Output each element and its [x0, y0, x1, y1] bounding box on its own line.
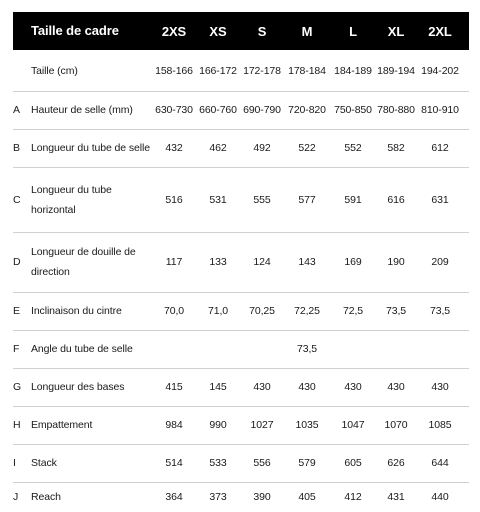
header-size: XL	[387, 23, 405, 39]
row-value: 605	[344, 457, 362, 469]
row-value: 143	[298, 256, 316, 268]
row-value: 492	[253, 142, 271, 154]
row-value: 405	[298, 491, 316, 503]
row-letter: I	[13, 457, 16, 469]
row-label: Longueur de douille de direction	[31, 246, 136, 278]
header-size: L	[349, 23, 357, 39]
row-letter: C	[13, 193, 21, 206]
table-row	[13, 129, 469, 168]
row-value: 531	[209, 193, 227, 206]
row-value: 626	[387, 457, 405, 469]
row-value: 73,5	[429, 305, 451, 317]
row-label: Taille (cm)	[31, 64, 78, 77]
table-row	[13, 444, 469, 483]
row-value: 117	[165, 256, 183, 268]
row-value: 440	[431, 491, 449, 503]
row-value: 124	[253, 256, 271, 268]
row-label: Hauteur de selle (mm)	[31, 104, 133, 116]
row-value: 73,5	[296, 343, 318, 355]
header-size: M	[301, 23, 313, 39]
row-value: 556	[253, 457, 271, 469]
row-value: 412	[344, 491, 362, 503]
row-value: 1070	[384, 419, 408, 431]
row-value: 432	[165, 142, 183, 154]
row-value: 194-202	[421, 64, 459, 77]
table-row	[13, 406, 469, 445]
row-value	[331, 330, 375, 368]
row-value: 145	[209, 381, 227, 393]
row-value: 690-790	[243, 104, 281, 116]
row-value: 70,25	[249, 305, 275, 317]
row-letter: H	[13, 419, 21, 431]
row-value: 209	[431, 256, 449, 268]
row-value: 430	[298, 381, 316, 393]
row-label: Reach	[31, 491, 61, 503]
row-letter: D	[13, 256, 21, 268]
row-value: 133	[209, 256, 227, 268]
header-size: S	[257, 23, 267, 39]
row-value: 430	[253, 381, 271, 393]
row-label: Longueur des bases	[31, 381, 125, 393]
row-value: 373	[209, 491, 227, 503]
row-value: 390	[253, 491, 271, 503]
row-letter: G	[13, 381, 22, 393]
row-value: 178-184	[288, 64, 326, 77]
row-value: 644	[431, 457, 449, 469]
table-row	[13, 292, 469, 331]
row-value: 630-730	[155, 104, 193, 116]
row-value	[240, 330, 284, 368]
row-value: 169	[344, 256, 362, 268]
row-label: Longueur du tube de selle	[31, 142, 150, 154]
row-value: 71,0	[207, 305, 229, 317]
row-label: Inclinaison du cintre	[31, 305, 122, 317]
row-value: 364	[165, 491, 183, 503]
row-value: 462	[209, 142, 227, 154]
table-row	[13, 91, 469, 130]
row-value: 431	[387, 491, 405, 503]
table-row	[13, 368, 469, 407]
table-row	[13, 167, 469, 233]
row-value	[418, 330, 462, 368]
row-value: 582	[387, 142, 405, 154]
row-value: 514	[165, 457, 183, 469]
row-value: 990	[209, 419, 227, 431]
table-row	[13, 482, 469, 512]
row-value: 810-910	[421, 104, 459, 116]
row-value: 70,0	[163, 305, 185, 317]
row-value: 72,5	[342, 305, 364, 317]
table-row	[13, 232, 469, 293]
row-value: 720-820	[288, 104, 326, 116]
row-value: 579	[298, 457, 316, 469]
row-value: 522	[298, 142, 316, 154]
row-value: 73,5	[385, 305, 407, 317]
row-value: 158-166	[155, 64, 193, 77]
row-value: 660-760	[199, 104, 237, 116]
table-row	[13, 50, 469, 92]
row-letter: E	[13, 305, 20, 317]
row-letter: J	[13, 491, 19, 503]
row-value: 1047	[341, 419, 365, 431]
row-value: 616	[387, 193, 405, 206]
row-value: 750-850	[334, 104, 372, 116]
row-value: 516	[165, 193, 183, 206]
row-letter: B	[13, 142, 20, 154]
header-size: XS	[209, 23, 227, 39]
table-row	[13, 330, 469, 369]
row-value: 591	[344, 193, 362, 206]
row-value: 533	[209, 457, 227, 469]
row-value: 166-172	[199, 64, 237, 77]
row-value: 190	[387, 256, 405, 268]
header-size: 2XL	[428, 23, 452, 39]
row-value: 1035	[295, 419, 319, 431]
row-value	[374, 330, 418, 368]
row-label: Angle du tube de selle	[31, 343, 133, 355]
row-value: 184-189	[334, 64, 372, 77]
row-value: 430	[387, 381, 405, 393]
row-letter: A	[13, 104, 20, 116]
row-value: 72,25	[294, 305, 320, 317]
row-value: 780-880	[377, 104, 415, 116]
row-value: 415	[165, 381, 183, 393]
row-value	[152, 330, 196, 368]
row-value: 552	[344, 142, 362, 154]
row-value: 172-178	[243, 64, 281, 77]
row-value: 1027	[250, 419, 274, 431]
header-size: 2XS	[161, 23, 187, 39]
row-value: 577	[298, 193, 316, 206]
row-value: 984	[165, 419, 183, 431]
row-value: 555	[253, 193, 271, 206]
row-letter	[13, 50, 27, 91]
row-label: Empattement	[31, 419, 93, 431]
row-value: 1085	[428, 419, 452, 431]
row-label: Longueur du tube horizontal	[31, 183, 112, 216]
table-header	[13, 12, 469, 50]
row-value: 430	[431, 381, 449, 393]
row-value: 189-194	[377, 64, 415, 77]
row-value	[196, 330, 240, 368]
row-value: 631	[431, 193, 449, 206]
row-value: 612	[431, 142, 449, 154]
row-value: 430	[344, 381, 362, 393]
header-title: Taille de cadre	[31, 23, 119, 38]
row-label: Stack	[31, 457, 57, 469]
row-letter: F	[13, 343, 20, 355]
